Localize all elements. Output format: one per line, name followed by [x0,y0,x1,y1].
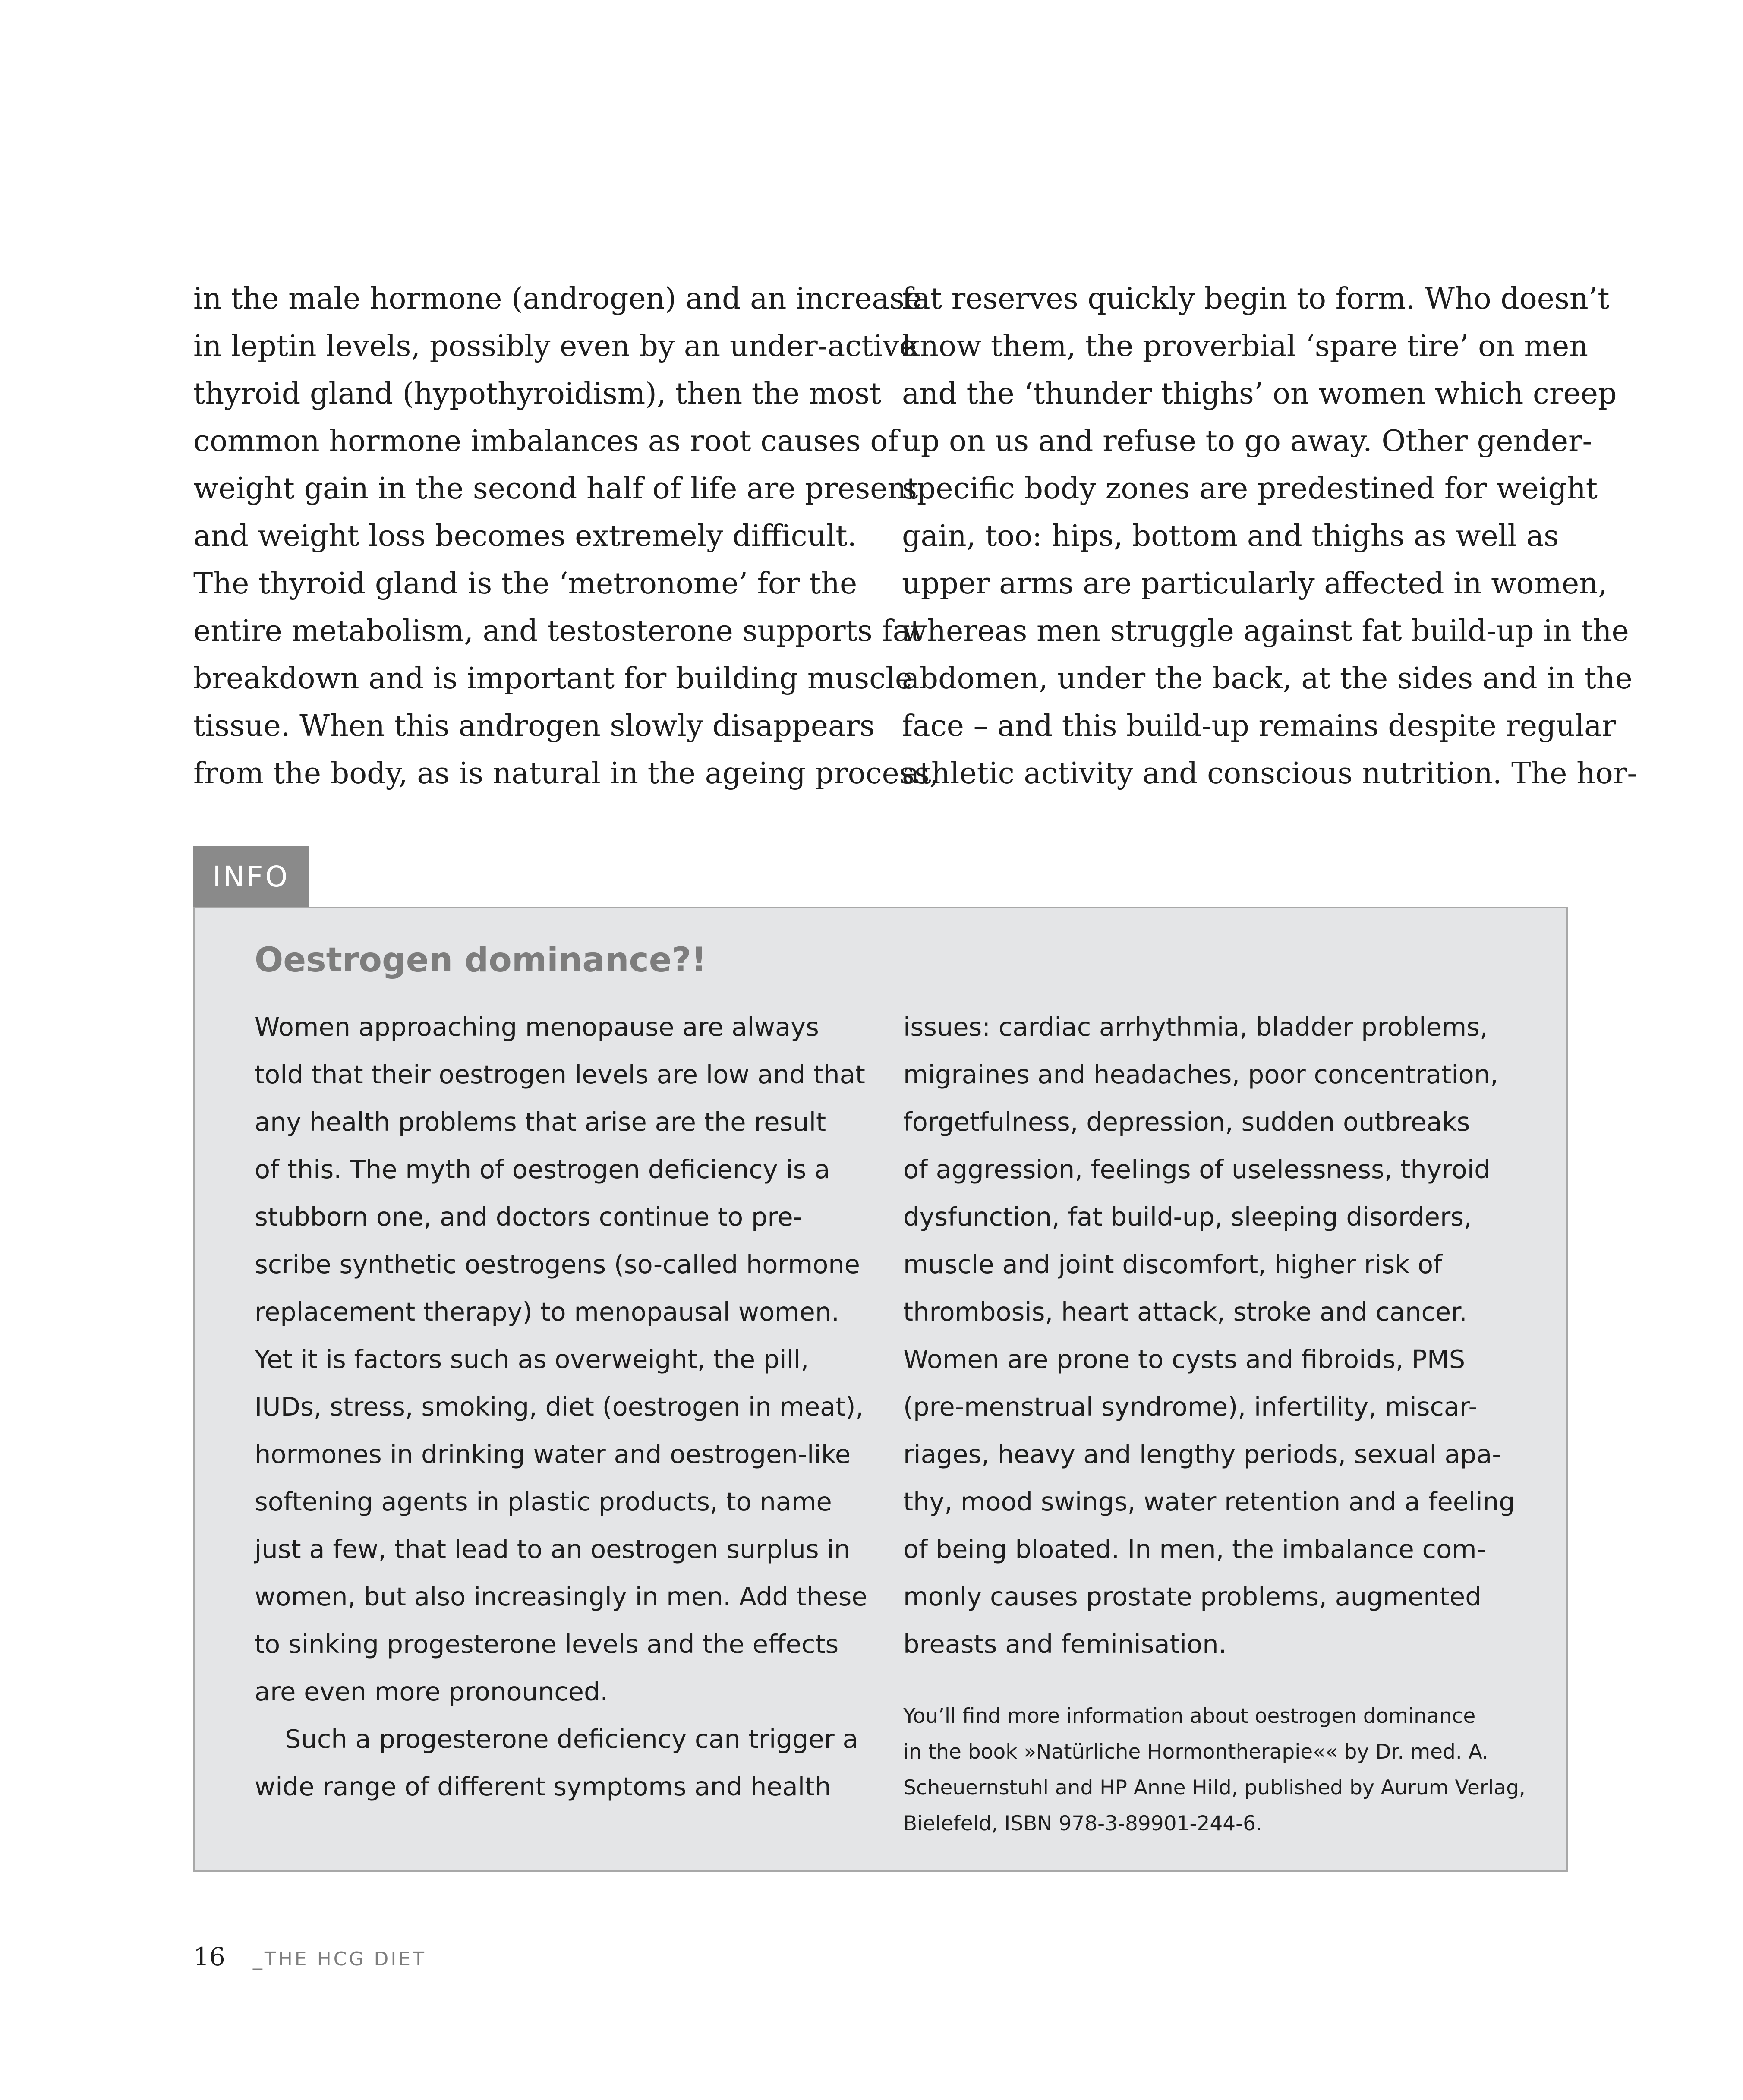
info-line: any health problems that arise are the result [255,1107,826,1137]
body-line: upper arms are particularly affected in women, [902,567,1607,601]
info-line: softening agents in plastic products, to name [255,1487,832,1517]
body-line: up on us and refuse to go away. Other gender- [902,424,1592,458]
info-line: IUDs, stress, smoking, diet (oestrogen in meat), [255,1392,864,1422]
info-box-left-column [255,1003,867,1810]
info-line: monly causes prostate problems, augmented [903,1582,1481,1611]
note-line: in the book »Natürliche Hormontherapie«« by Dr. med. A. [903,1740,1489,1764]
info-box-title: Oestrogen dominance?! [255,941,707,980]
info-line: Women approaching menopause are always [255,1012,819,1042]
info-line: are even more pronounced. [255,1677,608,1706]
info-line: (pre-menstrual syndrome), infertility, miscar- [903,1392,1478,1422]
info-line: riages, heavy and lengthy periods, sexual apa- [903,1439,1501,1469]
info-line: to sinking progesterone levels and the effects [255,1629,839,1659]
body-line: gain, too: hips, bottom and thighs as well as [902,519,1559,553]
info-line: migraines and headaches, poor concentration, [903,1059,1498,1089]
info-line: wide range of different symptoms and health [255,1772,831,1801]
body-line: athletic activity and conscious nutrition. The hor- [902,757,1637,791]
info-line: of this. The myth of oestrogen deficiency is a [255,1154,830,1184]
body-line: breakdown and is important for building muscle [193,662,913,696]
body-text-left-column [193,275,939,798]
info-line: issues: cardiac arrhythmia, bladder problems, [903,1012,1488,1042]
body-line: fat reserves quickly begin to form. Who doesn’t [902,282,1610,316]
body-line: weight gain in the second half of life are present [193,472,918,506]
info-line: told that their oestrogen levels are low and that [255,1059,865,1089]
info-line: just a few, that lead to an oestrogen surplus in [255,1534,851,1564]
body-line: know them, the proverbial ‘spare tire’ on men [902,329,1588,363]
body-text-right-column [902,275,1637,798]
body-line: specific body zones are predestined for weight [902,472,1598,506]
info-line: thy, mood swings, water retention and a feeling [903,1487,1515,1517]
info-tab-label: INFO [193,846,309,908]
body-line: and weight loss becomes extremely difficult. [193,519,857,553]
body-line: from the body, as is natural in the ageing process, [193,757,939,791]
body-line: The thyroid gland is the ‘metronome’ for the [193,567,857,601]
info-line: women, but also increasingly in men. Add these [255,1582,867,1611]
body-line: common hormone imbalances as root causes of [193,424,899,458]
info-line: forgetfulness, depression, sudden outbreaks [903,1107,1470,1137]
body-line: in leptin levels, possibly even by an under-active [193,329,917,363]
info-box-right-column [903,1003,1515,1668]
note-line: Bielefeld, ISBN 978-3-89901-244-6. [903,1812,1262,1835]
body-line: thyroid gland (hypothyroidism), then the most [193,377,882,411]
running-title: _THE HCG DIET [252,1948,426,1970]
body-line: face – and this build-up remains despite regular [902,709,1616,743]
page-number: 16 [193,1942,225,1971]
info-line: hormones in drinking water and oestrogen-like [255,1439,851,1469]
info-line: of being bloated. In men, the imbalance com- [903,1534,1486,1564]
body-line: and the ‘thunder thighs’ on women which creep [902,377,1617,411]
info-line: replacement therapy) to menopausal women. [255,1297,839,1327]
info-line: scribe synthetic oestrogens (so-called hormone [255,1249,860,1279]
info-line: muscle and joint discomfort, higher risk of [903,1249,1442,1279]
info-line: Such a progesterone deficiency can trigger a [285,1724,858,1754]
info-line: breasts and feminisation. [903,1629,1227,1659]
info-line: stubborn one, and doctors continue to pre- [255,1202,802,1232]
info-line: of aggression, feelings of uselessness, thyroid [903,1154,1491,1184]
body-line: whereas men struggle against fat build-up in the [902,614,1629,648]
info-line: thrombosis, heart attack, stroke and cancer. [903,1297,1467,1327]
info-line: dysfunction, fat build-up, sleeping disorders, [903,1202,1472,1232]
note-line: Scheuernstuhl and HP Anne Hild, published by Aurum Verlag, [903,1776,1526,1800]
note-line: You’ll find more information about oestrogen dominance [903,1704,1476,1728]
info-line: Yet it is factors such as overweight, the pill, [255,1344,809,1374]
body-line: abdomen, under the back, at the sides and in the [902,662,1633,696]
body-line: entire metabolism, and testosterone supports fat [193,614,922,648]
page-footer [193,1942,426,1971]
body-line: in the male hormone (androgen) and an increase [193,282,922,316]
body-line: tissue. When this androgen slowly disappears [193,709,875,743]
info-box-reference-note [903,1698,1526,1841]
info-line: Women are prone to cysts and fibroids, PMS [903,1344,1466,1374]
